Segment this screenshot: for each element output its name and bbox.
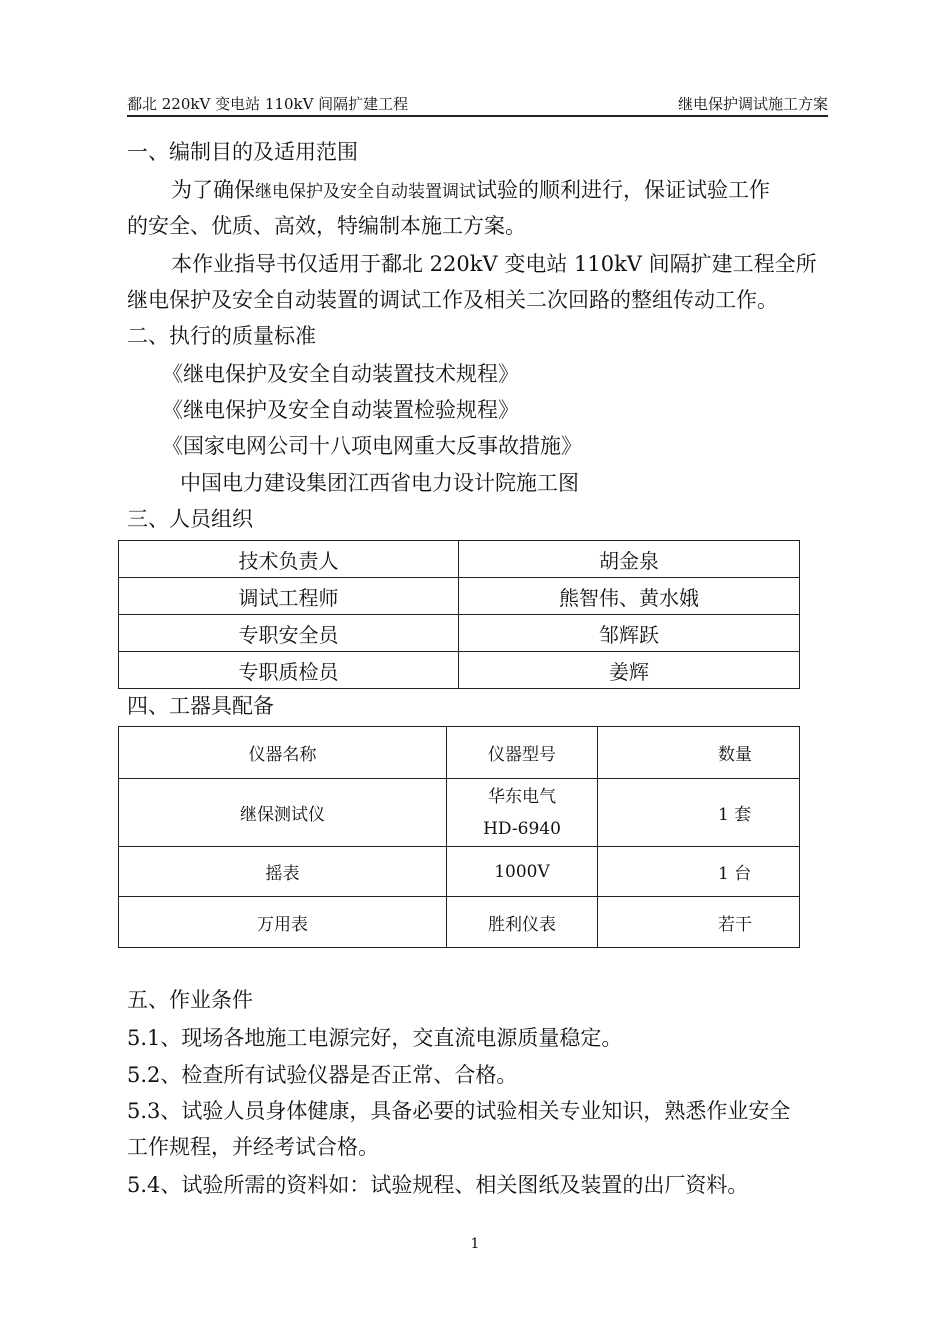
equipment-quantity-cell: 1 套 <box>598 779 800 847</box>
standard-item: 《继电保护及安全自动装置检验规程》 <box>162 398 519 422</box>
section2-heading: 二、执行的质量标准 <box>127 324 316 348</box>
column-header: 仪器型号 <box>447 727 598 779</box>
section1-paragraph1-line1 <box>171 176 770 206</box>
table-row <box>119 615 800 652</box>
header-project-title: 鄱北 220kV 变电站 110kV 间隔扩建工程 <box>127 95 409 113</box>
standard-item: 中国电力建设集团江西省电力设计院施工图 <box>180 471 579 495</box>
personnel-table <box>118 540 800 689</box>
role-cell: 专职质检员 <box>119 652 459 689</box>
paragraph-text: 试验的顺利进行，保证试验工作 <box>476 178 770 202</box>
person-cell: 姜辉 <box>459 652 800 689</box>
page-number: 1 <box>470 1236 480 1252</box>
header-document-title: 继电保护调试施工方案 <box>677 95 828 113</box>
role-cell: 调试工程师 <box>119 578 459 615</box>
paragraph-text-small: 继电保护及安全自动装置调试 <box>255 182 476 202</box>
condition-item: 5.3、试验人员身体健康，具备必要的试验相关专业知识，熟悉作业安全 <box>127 1099 791 1123</box>
equipment-model-cell: 1000V <box>447 847 598 897</box>
equipment-table <box>118 726 800 948</box>
equipment-name-cell: 万用表 <box>119 897 447 948</box>
column-header: 仪器名称 <box>119 727 447 779</box>
section1-heading: 一、编制目的及适用范围 <box>127 140 358 164</box>
equipment-name-cell: 摇表 <box>119 847 447 897</box>
equipment-model-cell <box>447 779 598 847</box>
section5-heading: 五、作业条件 <box>127 988 253 1012</box>
condition-item: 5.4、试验所需的资料如：试验规程、相关图纸及装置的出厂资料。 <box>127 1173 749 1197</box>
column-header: 数量 <box>598 727 800 779</box>
equipment-model-cell: 胜利仪表 <box>447 897 598 948</box>
table-header-row <box>119 727 800 779</box>
table-row <box>119 897 800 948</box>
equipment-quantity-cell: 1 台 <box>598 847 800 897</box>
table-row <box>119 541 800 578</box>
condition-item: 5.2、检查所有试验仪器是否正常、合格。 <box>127 1063 518 1087</box>
person-cell: 熊智伟、黄水娥 <box>459 578 800 615</box>
table-row <box>119 847 800 897</box>
standard-item: 《国家电网公司十八项电网重大反事故措施》 <box>162 434 582 458</box>
role-cell: 专职安全员 <box>119 615 459 652</box>
model-line: HD-6940 <box>483 818 561 839</box>
condition-item: 5.1、现场各地施工电源完好，交直流电源质量稳定。 <box>127 1026 623 1050</box>
section1-paragraph2-line2: 继电保护及安全自动装置的调试工作及相关二次回路的整组传动工作。 <box>127 288 778 312</box>
condition-item-continued: 工作规程，并经考试合格。 <box>127 1135 379 1159</box>
section4-heading: 四、工器具配备 <box>127 694 274 718</box>
section1-paragraph2-line1: 本作业指导书仅适用于鄱北 220kV 变电站 110kV 间隔扩建工程全所 <box>171 252 817 276</box>
section3-heading: 三、人员组织 <box>127 507 253 531</box>
person-cell: 胡金泉 <box>459 541 800 578</box>
person-cell: 邹辉跃 <box>459 615 800 652</box>
table-row <box>119 779 800 847</box>
section1-paragraph1-line2: 的安全、优质、高效，特编制本施工方案。 <box>127 214 526 238</box>
table-row <box>119 578 800 615</box>
model-line: 华东电气 <box>488 786 556 807</box>
page-header <box>127 91 828 117</box>
equipment-quantity-cell: 若干 <box>598 897 800 948</box>
table-row <box>119 652 800 689</box>
equipment-name-cell: 继保测试仪 <box>119 779 447 847</box>
standard-item: 《继电保护及安全自动装置技术规程》 <box>162 362 519 386</box>
paragraph-text: 为了确保 <box>171 178 255 202</box>
role-cell: 技术负责人 <box>119 541 459 578</box>
